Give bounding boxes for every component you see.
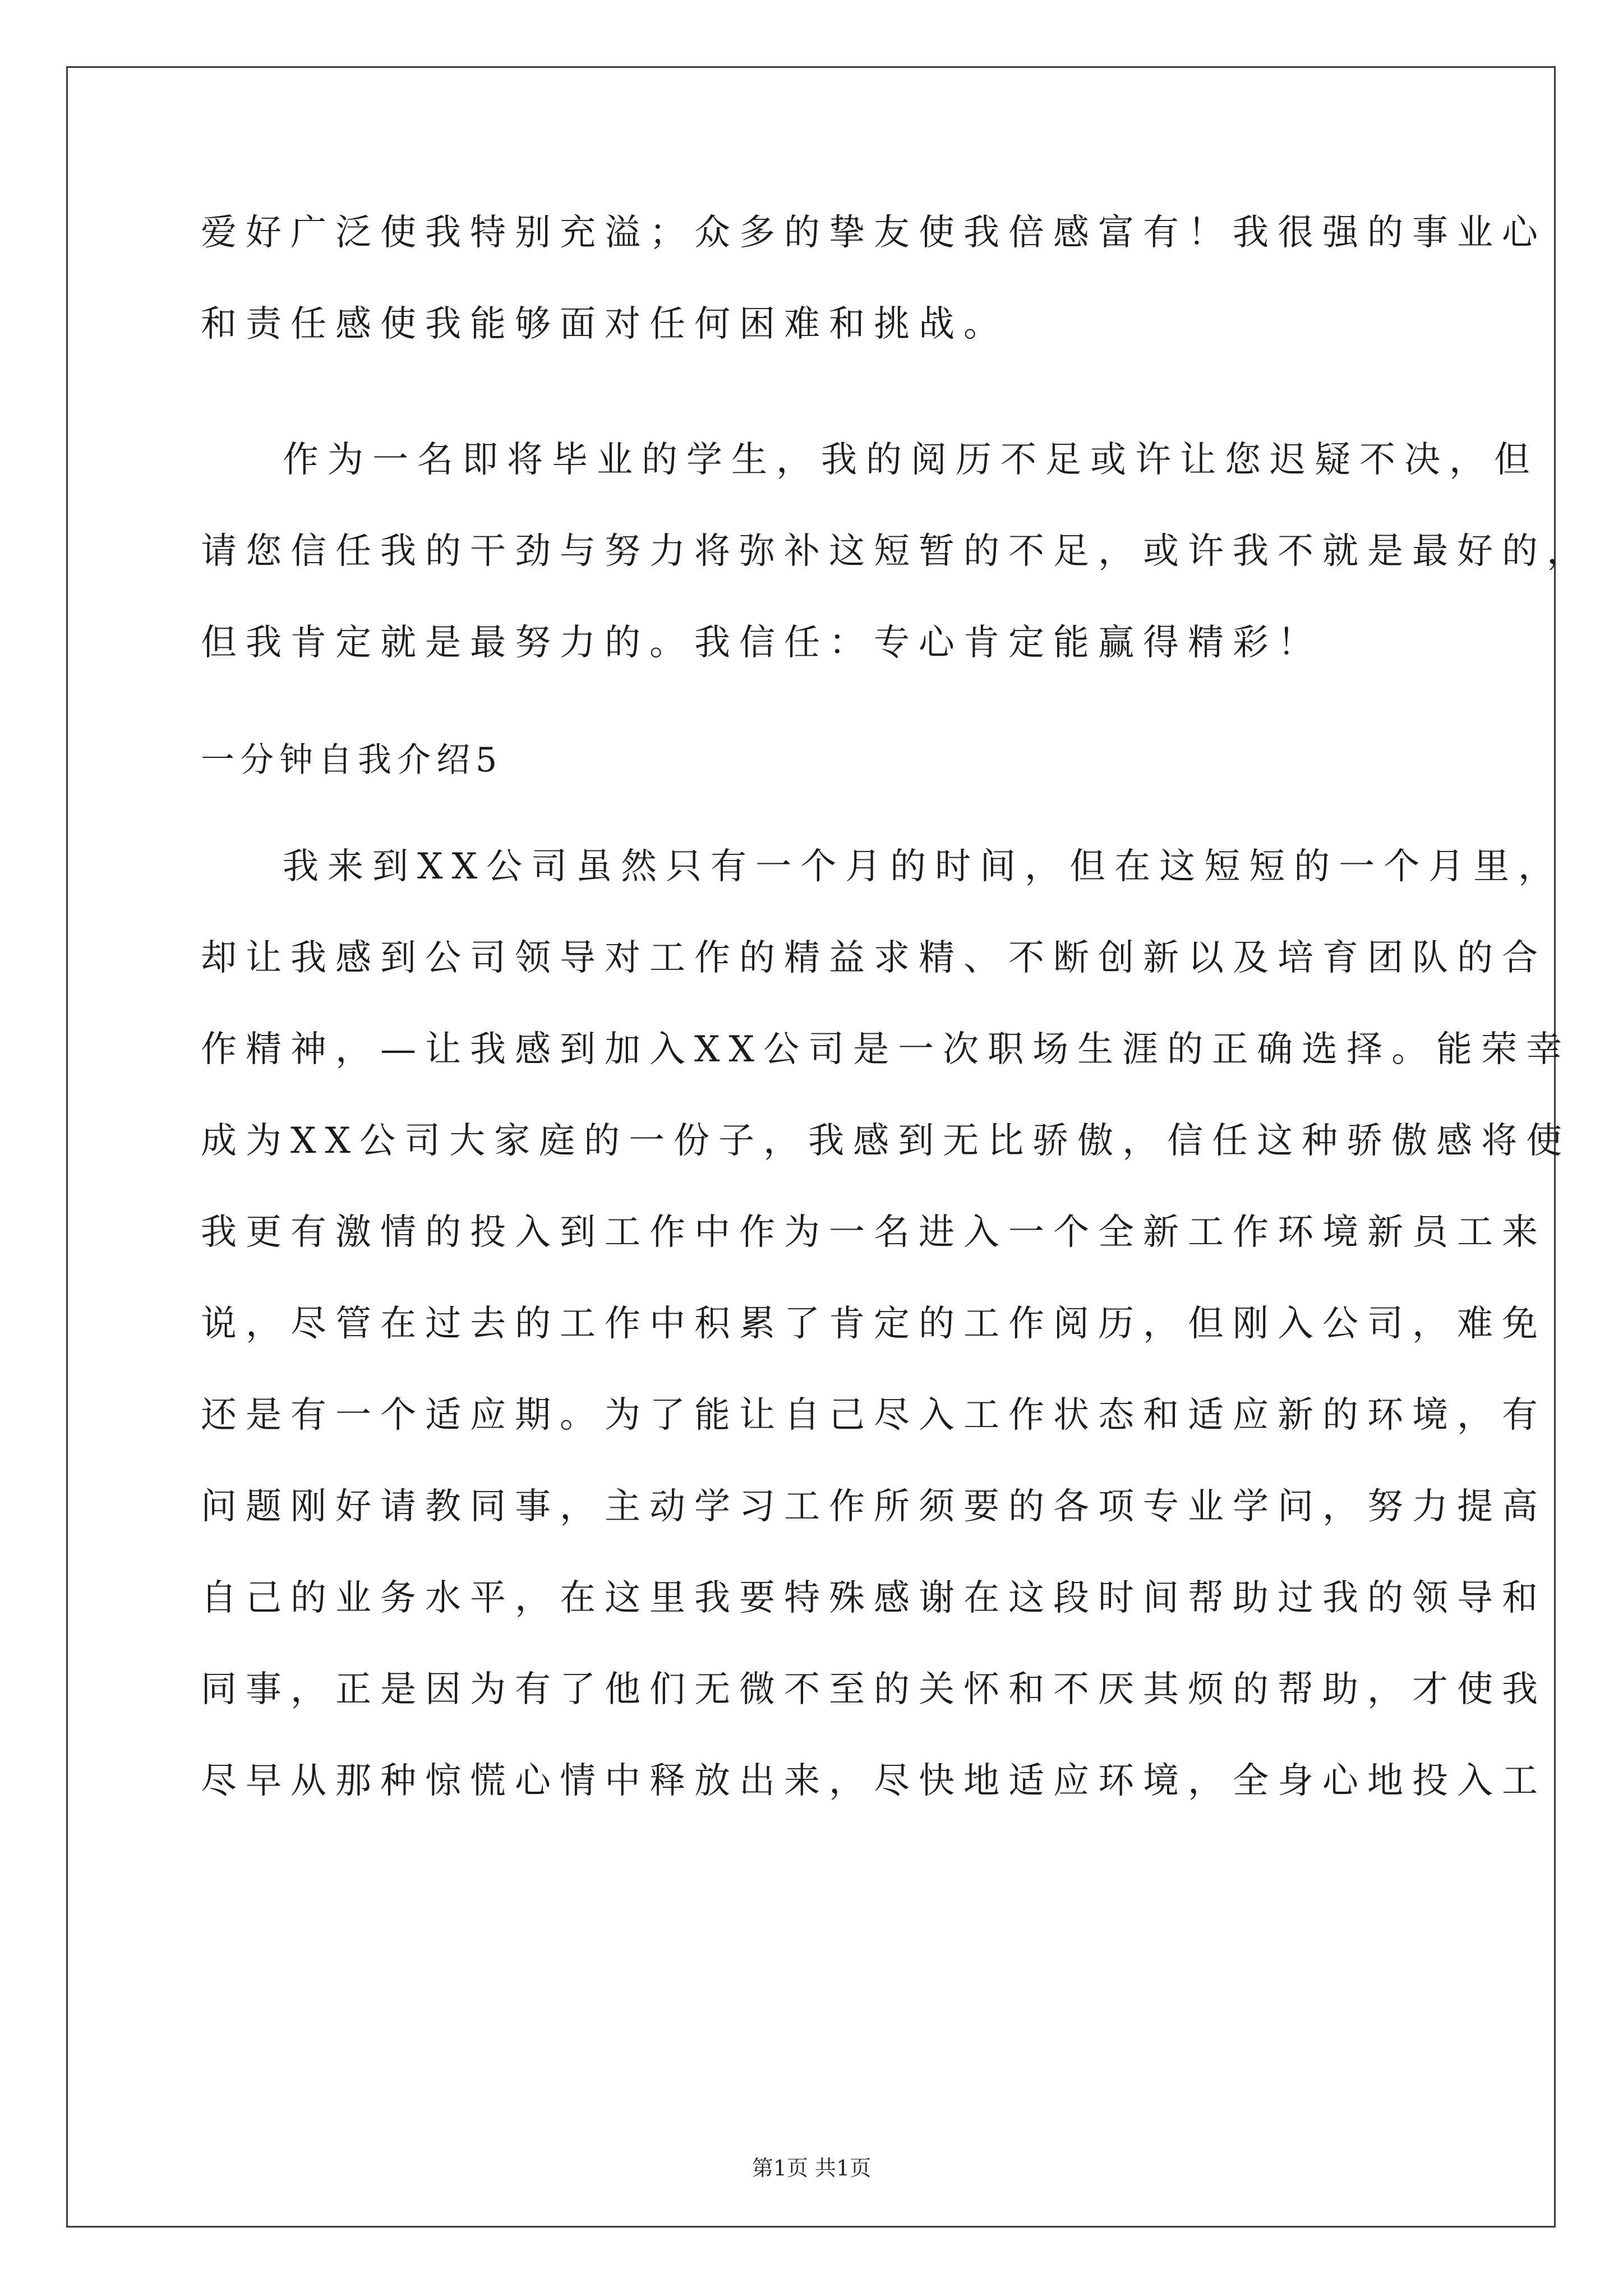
paragraph-line: 和责任感使我能够面对任何困难和挑战。 xyxy=(201,303,1008,345)
paragraph-line: 同事，正是因为有了他们无微不至的关怀和不厌其烦的帮助，才使我 xyxy=(201,1669,1547,1710)
paragraph-line: 我来到XX公司虽然只有一个月的时间，但在这短短的一个月里， xyxy=(283,846,1564,887)
page-footer: 第1页 共1页 xyxy=(751,2156,872,2180)
section-heading: 一分钟自我介绍5 xyxy=(201,740,503,780)
paragraph-line: 自己的业务水平，在这里我要特殊感谢在这段时间帮助过我的领导和 xyxy=(201,1577,1547,1619)
paragraph-line: 说，尽管在过去的工作中积累了肯定的工作阅历，但刚入公司，难免 xyxy=(201,1303,1547,1345)
paragraph-line: 成为XX公司大家庭的一份子，我感到无比骄傲，信任这种骄傲感将使 xyxy=(201,1120,1571,1162)
paragraph-line: 还是有一个适应期。为了能让自己尽入工作状态和适应新的环境，有 xyxy=(201,1395,1547,1436)
paragraph-line: 作精神，—让我感到加入XX公司是一次职场生涯的正确选择。能荣幸 xyxy=(201,1029,1571,1070)
paragraph-line: 问题刚好请教同事，主动学习工作所须要的各项专业学问，努力提高 xyxy=(201,1486,1547,1527)
paragraph-line: 作为一名即将毕业的学生，我的阅历不足或许让您迟疑不决，但 xyxy=(283,439,1539,481)
paragraph-line: 但我肯定就是最努力的。我信任：专心肯定能赢得精彩！ xyxy=(201,622,1322,664)
paragraph-line: 爱好广泛使我特别充溢；众多的挚友使我倍感富有！我很强的事业心 xyxy=(201,212,1547,254)
paragraph-line: 尽早从那种惊慌心情中释放出来，尽快地适应环境，全身心地投入工 xyxy=(201,1760,1547,1802)
paragraph-line: 请您信任我的干劲与努力将弥补这短暂的不足，或许我不就是最好的， xyxy=(201,531,1592,572)
paragraph-line: 却让我感到公司领导对工作的精益求精、不断创新以及培育团队的合 xyxy=(201,937,1547,979)
paragraph-line: 我更有激情的投入到工作中作为一名进入一个全新工作环境新员工来 xyxy=(201,1212,1547,1253)
